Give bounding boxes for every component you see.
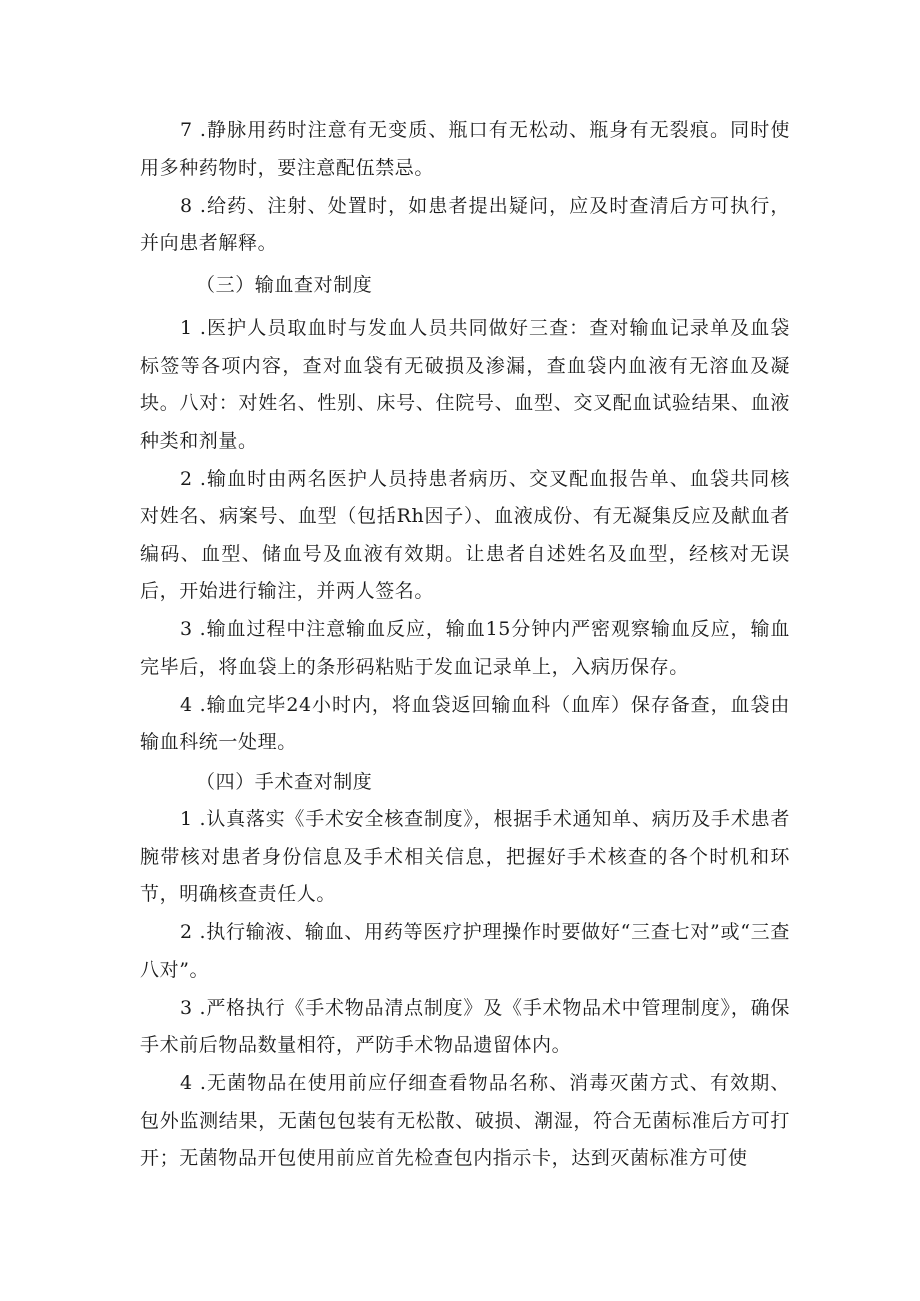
section-heading-surgery: （四）手术查对制度 [196, 770, 373, 793]
document-body [140, 112, 790, 1178]
section-heading-blood-transfusion: （三）输血查对制度 [196, 273, 373, 296]
paragraph-item-7: 7 .静脉用药时注意有无变质、瓶口有无松动、瓶身有无裂痕。同时使用多种药物时，要注意配伍禁忌。 [140, 119, 790, 179]
transfusion-item-3: 3 .输血过程中注意输血反应，输血15分钟内严密观察输血反应，输血完毕后，将血袋上的条形码粘贴于发血记录单上，入病历保存。 [140, 618, 790, 678]
surgery-item-1: 1 .认真落实《手术安全核查制度》，根据手术通知单、病历及手术患者腕带核对患者身份信息及手术相关信息，把握好手术核查的各个时机和环节，明确核查责任人。 [140, 808, 790, 905]
transfusion-item-4: 4 .输血完毕24小时内，将血袋返回输血科（血库）保存备查，血袋由输血科统一处理。 [140, 693, 790, 753]
surgery-item-3: 3 .严格执行《手术物品清点制度》及《手术物品术中管理制度》，确保手术前后物品数量相符，严防手术物品遗留体内。 [140, 996, 790, 1056]
transfusion-item-1: 1 .医护人员取血时与发血人员共同做好三查：查对输血记录单及血袋标签等各项内容，查对血袋有无破损及渗漏，查血袋内血液有无溶血及凝块。八对：对姓名、性别、床号、住院号、血型、交叉配血试验结果、血液种类和剂量。 [140, 317, 790, 452]
transfusion-item-2: 2 .输血时由两名医护人员持患者病历、交叉配血报告单、血袋共同核对姓名、病案号、血型（包括Rh因子）、血液成份、有无凝集反应及献血者编码、血型、储血号及血液有效期。让患者自述姓名及血型，经核对无误后，开始进行输注，并两人签名。 [140, 467, 790, 602]
surgery-item-2: 2 .执行输液、输血、用药等医疗护理操作时要做好“三查七对”或“三查八对”。 [140, 921, 790, 981]
paragraph-item-8: 8 .给药、注射、处置时，如患者提出疑问，应及时查清后方可执行，并向患者解释。 [140, 194, 790, 254]
surgery-item-4: 4 .无菌物品在使用前应仔细查看物品名称、消毒灭菌方式、有效期、包外监测结果，无菌包包装有无松散、破损、潮湿，符合无菌标准后方可打开；无菌物品开包使用前应首先检查包内指示卡，达到灭菌标准方可使 [140, 1072, 790, 1169]
